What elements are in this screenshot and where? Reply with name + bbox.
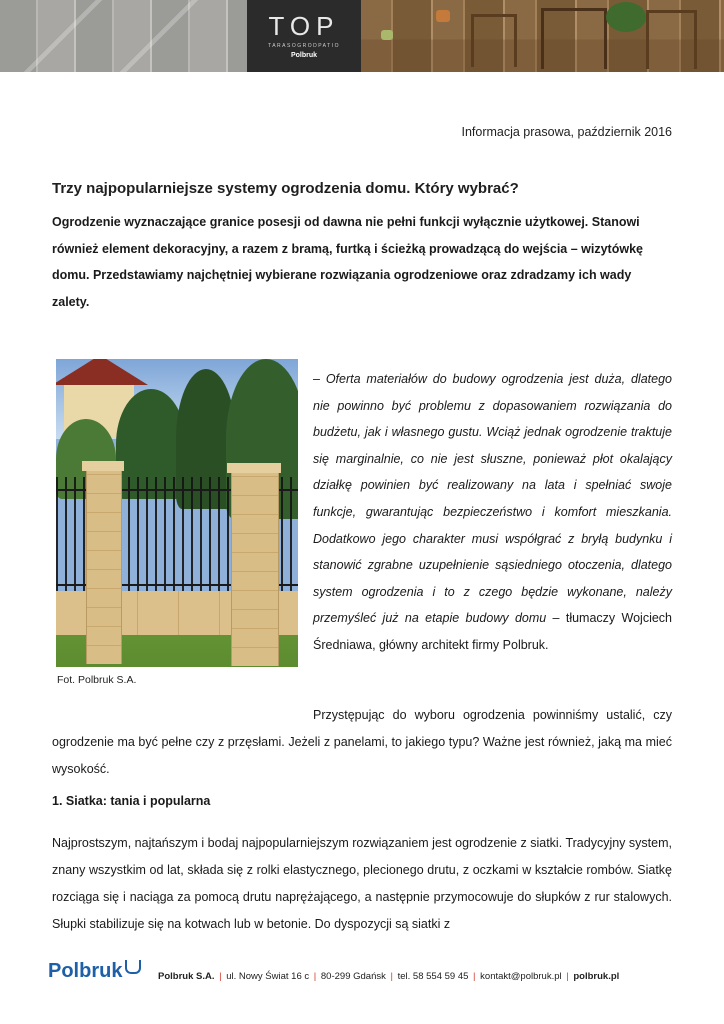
footer-address: ul. Nowy Świat 16 c <box>226 971 310 982</box>
pot-shape <box>436 10 450 22</box>
footer-contact <box>158 971 619 982</box>
plant-shape <box>606 2 646 32</box>
pillar-cap <box>227 463 281 473</box>
footer-separator: | <box>473 971 476 982</box>
table-shape <box>541 8 607 69</box>
photo-roof <box>56 359 148 385</box>
paragraph-mesh: Najprostszym, najtańszym i bodaj najpopularniejszym rozwiązaniem jest ogrodzenie z siatki. Tradycyjny system, znany wszystkim od lat, składa się z rolki elastycznego, plecionego drutu, z oczkami w kształcie rombów. Siatkę rozciąga się i naciąga za pomocą drutu naprężającego, a następnie przymocowuje do słupków z rur stalowych. Słupki stabilizuje się na kotwach lub w betonie. Do dyspozycji są siatki z <box>52 836 672 931</box>
footer-website-link[interactable]: polbruk.pl <box>573 971 620 982</box>
top-logo-brand: Polbruk <box>290 52 318 59</box>
fence-pillar <box>86 469 122 664</box>
quote-attribution: – tłumaczy Wojciech Średniawa, główny architekt firmy Polbruk. <box>313 611 672 652</box>
press-release-date: Informacja prasowa, październik 2016 <box>461 125 672 139</box>
top-logo-subtitle: TARASOGRODPATIO <box>268 43 340 49</box>
top-logo <box>247 0 361 72</box>
paragraph-intro: Przystępując do wyboru ogrodzenia powinniśmy ustalić, czy ogrodzenie ma być pełne czy z przęsłami. Jeżeli z panelami, to jakiego typu? Ważne jest również, jaką ma mieć wysokość. <box>52 708 672 776</box>
section-heading-mesh: 1. Siatka: tania i popularna <box>52 794 211 808</box>
architect-quote <box>313 366 672 659</box>
footer-company: Polbruk S.A. <box>158 971 215 982</box>
fruit-shape <box>381 30 393 40</box>
polbruk-logo <box>48 960 141 983</box>
top-logo-word: TOP <box>268 11 340 41</box>
quote-text: – Oferta materiałów do budowy ogrodzenia jest duża, dlatego nie powinno być problemu z dopasowaniem rozwiązania do budżetu, jak i własnego gustu. Wciąż jednak ogrodzenie traktuje się marginalnie, co nie jest słuszne, ponieważ płot okalający działkę powinien być realizowany na lata i spełniać swoje funkcje, gwarantując bezpieczeństwo i komfort mieszkania. Dodatkowo jego charakter musi współgrać z bryłą budynku i stanowić zgrabne uzupełnienie sąsiedniego otoczenia, dlatego system ogrodzenia i to z czego będzie wykonane, należy przemyśleć już na etapie budowy domu <box>313 372 672 626</box>
fence-pillar <box>231 471 279 666</box>
article-title: Trzy najpopularniejsze systemy ogrodzenia domu. Który wybrać? <box>52 180 519 197</box>
footer-separator: | <box>390 971 393 982</box>
footer-city: 80-299 Gdańsk <box>320 971 386 982</box>
chair-shape <box>471 14 517 67</box>
terrace-furniture-image <box>361 0 724 72</box>
polbruk-logo-text: Polbruk <box>48 960 123 982</box>
paving-stones-image <box>0 0 248 72</box>
footer-separator: | <box>566 971 569 982</box>
footer-separator: | <box>219 971 222 982</box>
article-lead: Ogrodzenie wyznaczające granice posesji od dawna nie pełni funkcji wyłącznie użytkowej. Stanowi również element dekoracyjny, a razem z bramą, furtką i ścieżką prowadzącą do wejścia – wizytówkę domu. Przedstawiamy najchętniej wybierane rozwiązania ogrodzeniowe oraz zdradzamy ich wady zalety. <box>52 215 643 309</box>
chair-shape <box>646 10 697 69</box>
polbruk-logo-icon <box>125 960 141 974</box>
footer-phone: tel. 58 554 59 45 <box>397 971 469 982</box>
footer-email-link[interactable]: kontakt@polbruk.pl <box>480 971 562 982</box>
pillar-cap <box>82 461 124 471</box>
fence-photo <box>56 359 298 667</box>
photo-caption: Fot. Polbruk S.A. <box>57 674 137 686</box>
header-banner <box>0 0 724 72</box>
footer-separator: | <box>313 971 317 982</box>
